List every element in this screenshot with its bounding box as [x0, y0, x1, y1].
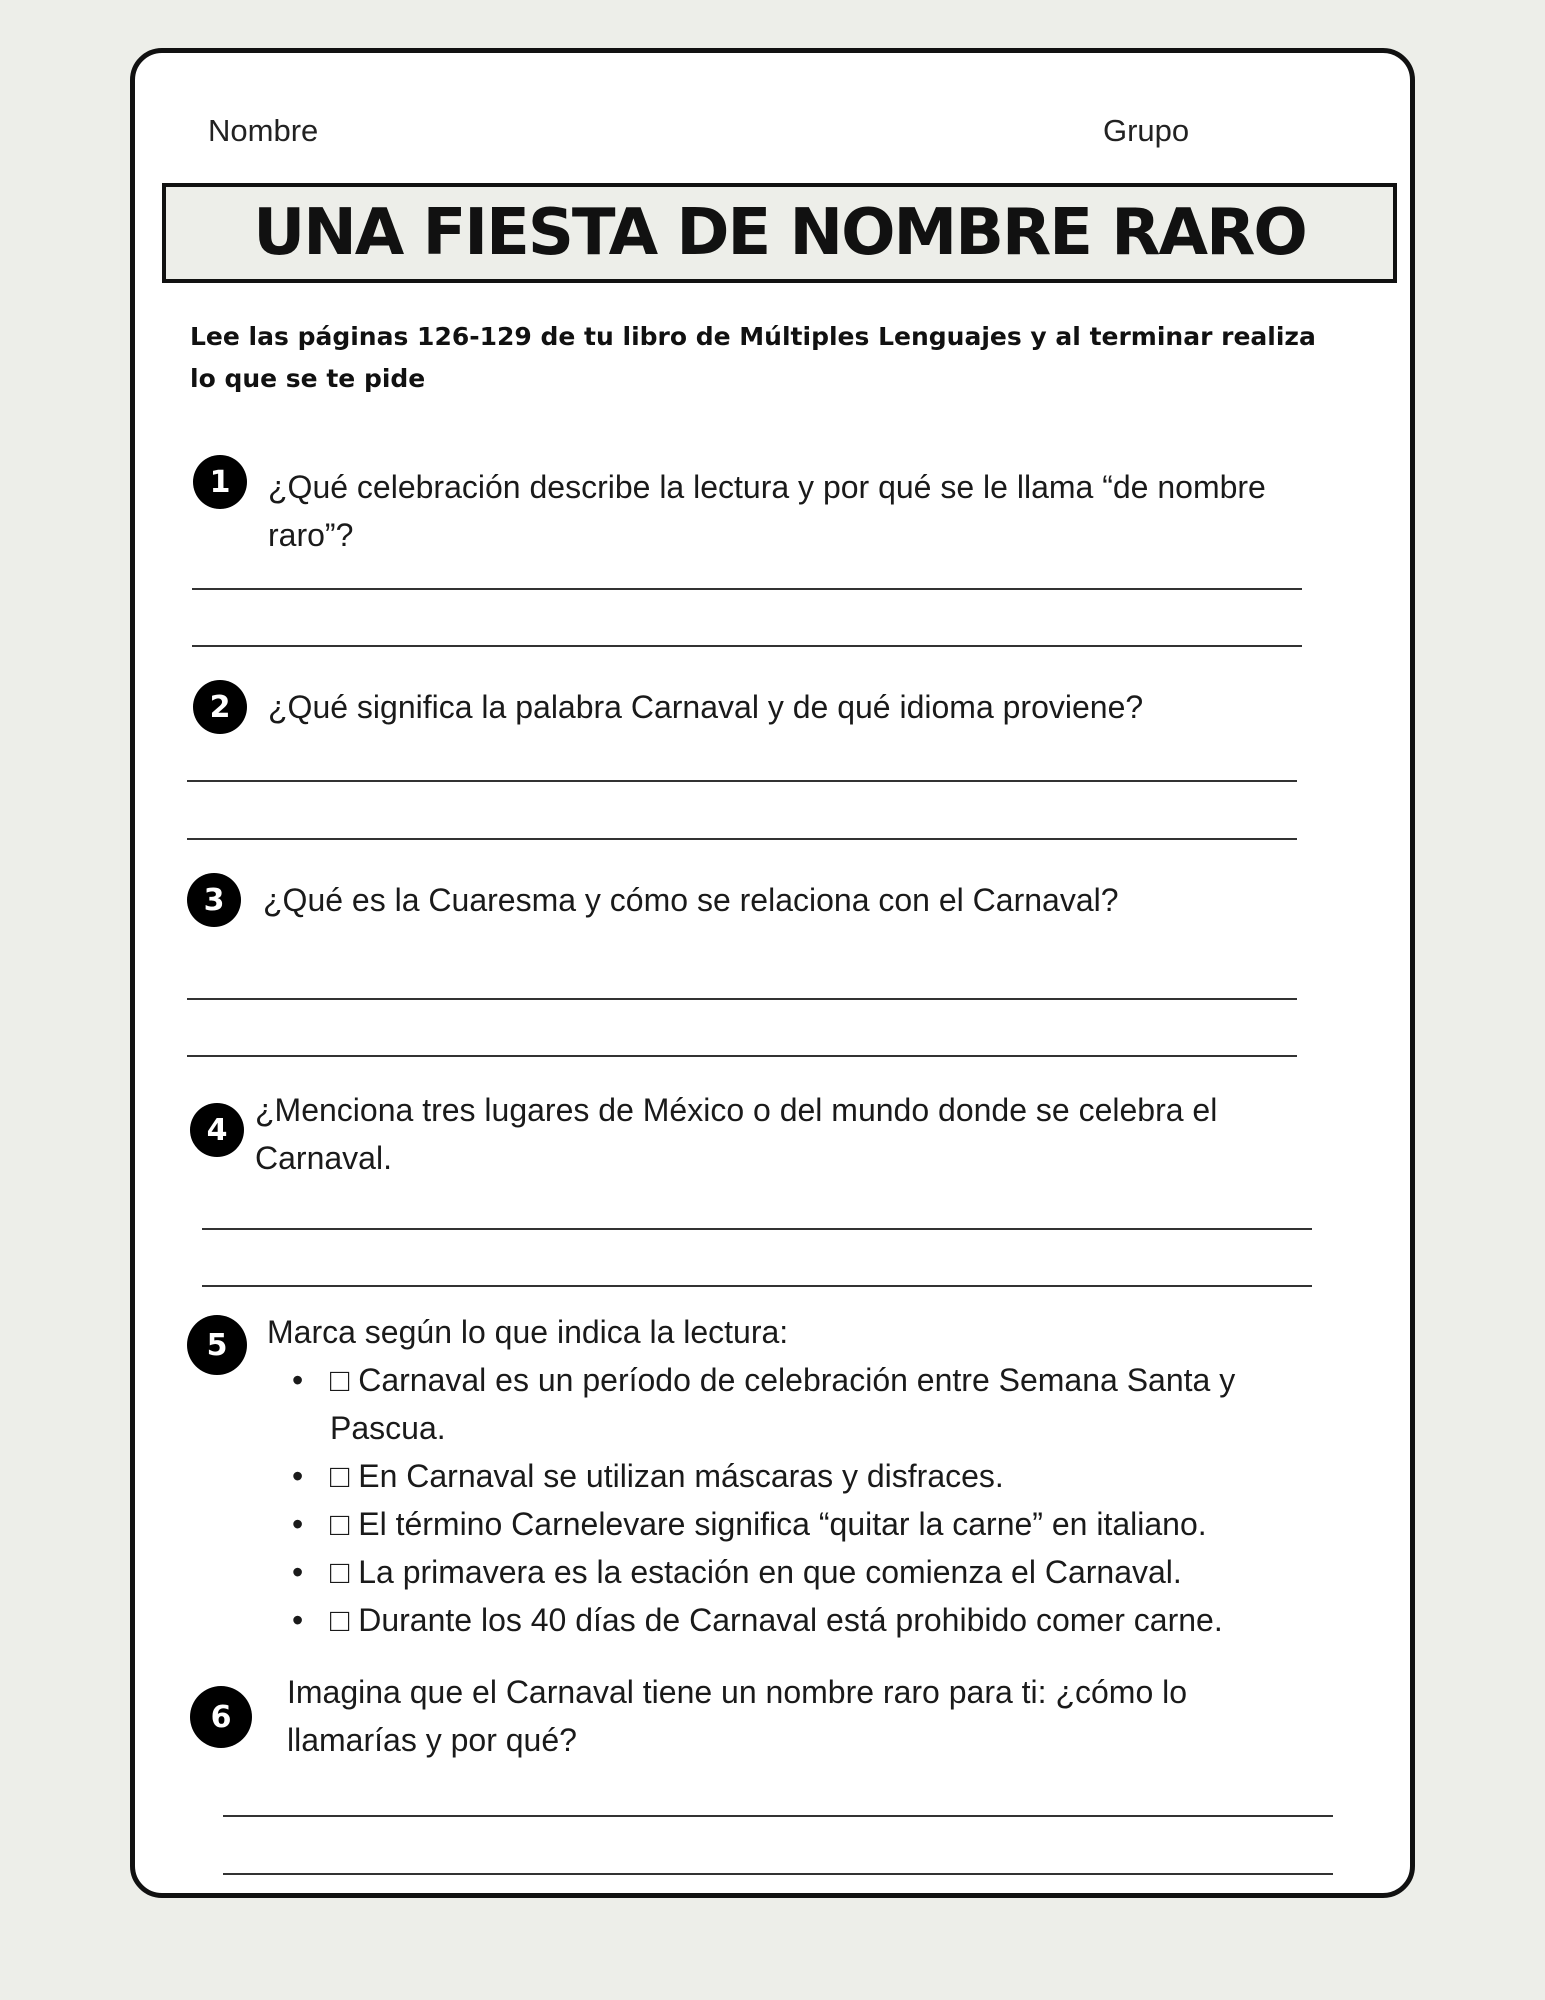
- checkbox-option[interactable]: • □ Carnaval es un período de celebración entre Semana Santa y Pascua.: [330, 1356, 1350, 1452]
- question-number-3: 3: [187, 873, 241, 927]
- answer-line[interactable]: [187, 780, 1297, 782]
- answer-line[interactable]: [202, 1228, 1312, 1230]
- checkbox-option[interactable]: • □ Durante los 40 días de Carnaval está prohibido comer carne.: [330, 1596, 1350, 1644]
- name-label: Nombre: [208, 113, 319, 148]
- question-6-text: Imagina que el Carnaval tiene un nombre raro para ti: ¿cómo lo llamarías y por qué?: [287, 1674, 1188, 1758]
- question-1-text: ¿Qué celebración describe la lectura y por qué se le llama “de nombre raro”?: [268, 469, 1266, 553]
- question-number-5: 5: [187, 1315, 247, 1375]
- answer-line[interactable]: [187, 998, 1297, 1000]
- question-2-text: ¿Qué significa la palabra Carnaval y de qué idioma proviene?: [268, 689, 1144, 725]
- question-5-text: Marca según lo que indica la lectura:: [267, 1314, 789, 1350]
- answer-line[interactable]: [223, 1873, 1333, 1875]
- answer-line[interactable]: [187, 838, 1297, 840]
- question-number-4: 4: [190, 1103, 244, 1157]
- question-4-text: ¿Menciona tres lugares de México o del mundo donde se celebra el Carnaval.: [255, 1092, 1218, 1176]
- question-number-1: 1: [193, 455, 247, 509]
- question-number-6: 6: [190, 1686, 252, 1748]
- answer-line[interactable]: [223, 1815, 1333, 1817]
- answer-line[interactable]: [187, 1055, 1297, 1057]
- answer-line[interactable]: [202, 1285, 1312, 1287]
- checkbox-option[interactable]: • □ La primavera es la estación en que comienza el Carnaval.: [330, 1548, 1350, 1596]
- title-banner: [162, 183, 1397, 283]
- checklist: [330, 1356, 1350, 1644]
- group-label: Grupo: [1103, 113, 1190, 148]
- question-number-2: 2: [193, 680, 247, 734]
- checkbox-option[interactable]: • □ En Carnaval se utilizan máscaras y disfraces.: [330, 1452, 1350, 1500]
- worksheet-card: [130, 48, 1415, 1898]
- question-3-text: ¿Qué es la Cuaresma y cómo se relaciona con el Carnaval?: [263, 882, 1119, 918]
- answer-line[interactable]: [192, 645, 1302, 647]
- answer-line[interactable]: [192, 588, 1302, 590]
- checkbox-option[interactable]: • □ El término Carnelevare significa “quitar la carne” en italiano.: [330, 1500, 1350, 1548]
- instructions-text: Lee las páginas 126-129 de tu libro de Múltiples Lenguajes y al terminar realiza lo que se te pide: [190, 322, 1316, 393]
- page-title: UNA FIESTA DE NOMBRE RARO: [253, 196, 1306, 270]
